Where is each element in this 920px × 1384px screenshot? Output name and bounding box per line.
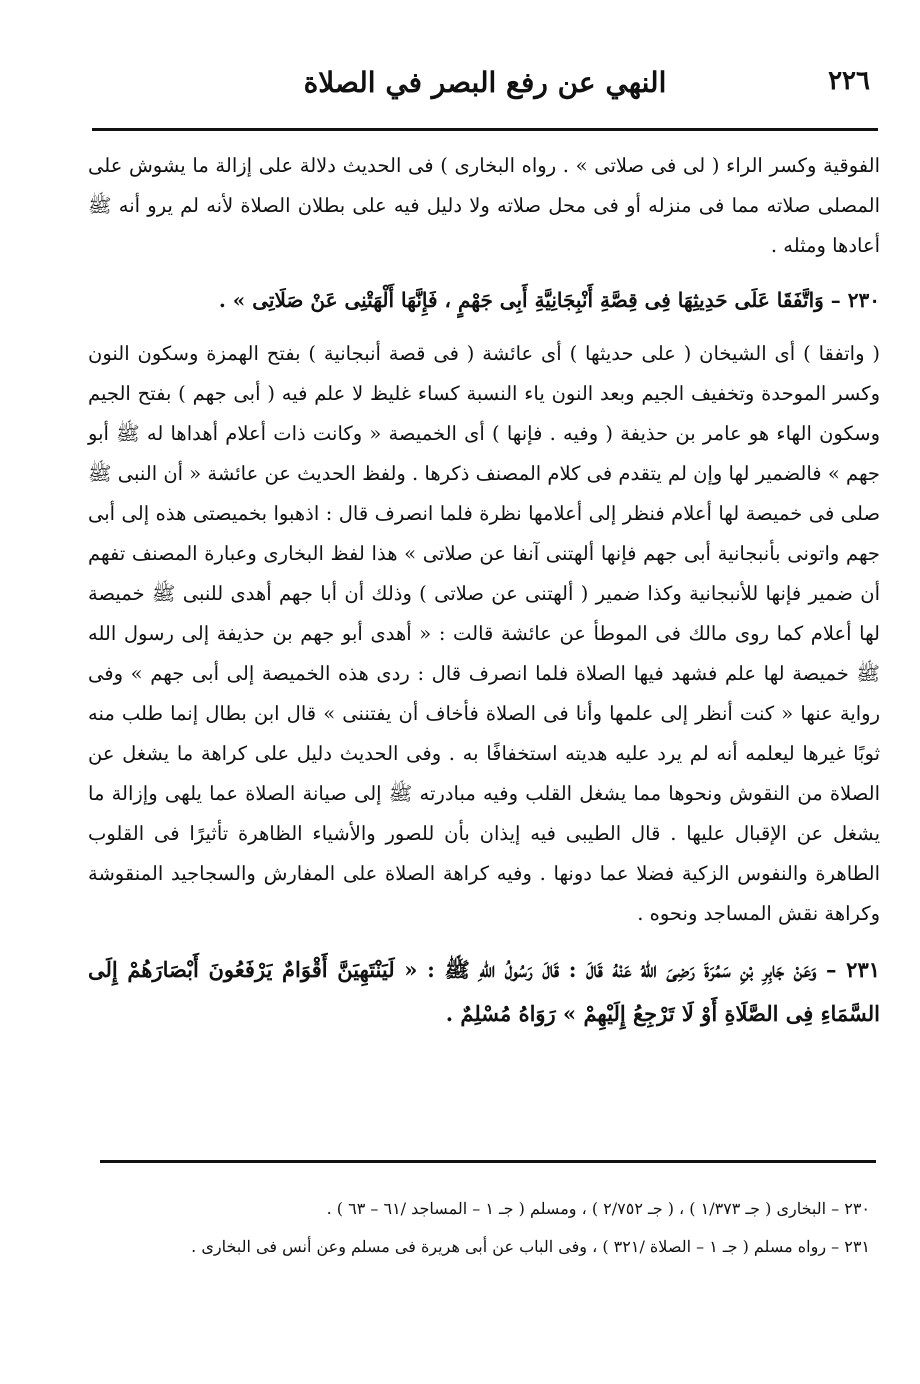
page-number: ٢٢٦	[828, 66, 870, 96]
hadith-231	[88, 948, 880, 1036]
footnotes	[96, 1190, 870, 1266]
hadith-231-intro: ٢٣١ – وَعَنْ جَابِرِ بْنِ سَمُرَةَ رَضِىَ اللهُ عَنْهُ قَالَ : قَالَ رَسُولُ اللهِ ﷺ : «	[404, 957, 881, 982]
hadith-231-text: لَيَنْتَهِيَنَّ أَقْوَامٌ يَرْفَعُونَ أَبْصَارَهُمْ إِلَى السَّمَاءِ فِى الصَّلَاةِ أَوْ لَا تَرْجِعُ إِلَيْهِمْ	[88, 957, 880, 1026]
running-title: النهي عن رفع البصر في الصلاة	[303, 66, 667, 99]
main-text	[88, 146, 880, 1036]
page-header	[90, 62, 880, 112]
commentary-paragraph-2: ( واتفقا ) أى الشيخان ( على حديثها ) أى عائشة ( فى قصة أنبجانية ) بفتح الهمزة وسكون النون وكسر الموحدة وتخفيف الجيم وبعد النون ياء النسبة كساء غليظ لا علم فيه ( أبى جهم ) بفتح الجيم وسكون الهاء هو عامر بن حذيفة ( وفيه . فإنها ) أى الخميصة « وكانت ذات أعلام أهداها له ﷺ أبو جهم » فالضمير لها وإن لم يتقدم فى كلام المصنف ذكرها . ولفظ الحديث عن عائشة « أن النبى ﷺ صلى فى خميصة لها أعلام فنظر إلى أعلامها نظرة فلما انصرف قال : اذهبوا بخميصتى هذه إلى أبى جهم واتونى بأنبجانية أبى جهم فإنها ألهتنى آنفا عن صلاتى » هذا لفظ البخارى وعبارة المصنف تفهم أن ضمير فإنها للأنبجانية وكذا ضمير ( ألهتنى عن صلاتى ) وذلك أن أبا جهم أهدى للنبى ﷺ خميصة لها أعلام كما روى مالك فى الموطأ عن عائشة قالت : « أهدى أبو جهم بن حذيفة إلى رسول الله ﷺ خميصة لها علم فشهد فيها الصلاة فلما انصرف قال : ردى هذه الخميصة إلى أبى جهم » وفى رواية عنها « كنت أنظر إلى علمها وأنا فى الصلاة فأخاف أن يفتننى » قال ابن بطال إنما طلب منه ثوبًا غيرها ليعلمه أنه لم يرد عليه هديته استخفافًا به . وفى الحديث دليل على كراهة ما يشغل عن الصلاة من النقوش ونحوها مما يشغل القلب وفيه مبادرته ﷺ إلى صيانة الصلاة عما يلهى وإزالة ما يشغل عن الإقبال عليها . قال الطيبى فيه إيذان بأن للصور والأشياء الظاهرة تأثيرًا فى القلوب الطاهرة والنفوس الزكية فضلا عما دونها . وفيه كراهة الصلاة على المفارش والسجاجيد المنقوشة وكراهة نقش المساجد ونحوه .	[88, 342, 880, 925]
footnote-230: ٢٣٠ – البخارى ( جـ ١/٣٧٣ ) ، ( جـ ٢/٧٥٢ ) ، ومسلم ( جـ ١ – المساجد /٦١ – ٦٣ ) .	[326, 1199, 870, 1218]
footnote-231: ٢٣١ – رواه مسلم ( جـ ١ – الصلاة /٣٢١ ) ، وفى الباب عن أبى هريرة فى مسلم وعن أنس فى البخارى .	[191, 1237, 870, 1256]
hadith-231-outro: » رَوَاهُ مُسْلِمٌ .	[445, 1001, 577, 1026]
footnote-divider	[100, 1160, 876, 1163]
commentary-paragraph-1: الفوقية وكسر الراء ( لى فى صلاتى » . رواه البخارى ) فى الحديث دلالة على إزالة ما يشوش على المصلى صلاته مما فى منزله أو فى محل صلاته ولا دليل فيه على بطلان الصلاة لأنه لم يرو أنه ﷺ أعادها ومثله .	[88, 154, 880, 257]
hadith-230: ٢٣٠ – وَاتَّفَقَا عَلَى حَدِيثِهَا فِى قِصَّةِ أَنْبِجَانِيَّةِ أَبِى جَهْمٍ ، فَإِنَّهَا أَلْهَتْنِى عَنْ صَلَاتِى » .	[218, 288, 880, 312]
header-divider	[92, 128, 878, 131]
